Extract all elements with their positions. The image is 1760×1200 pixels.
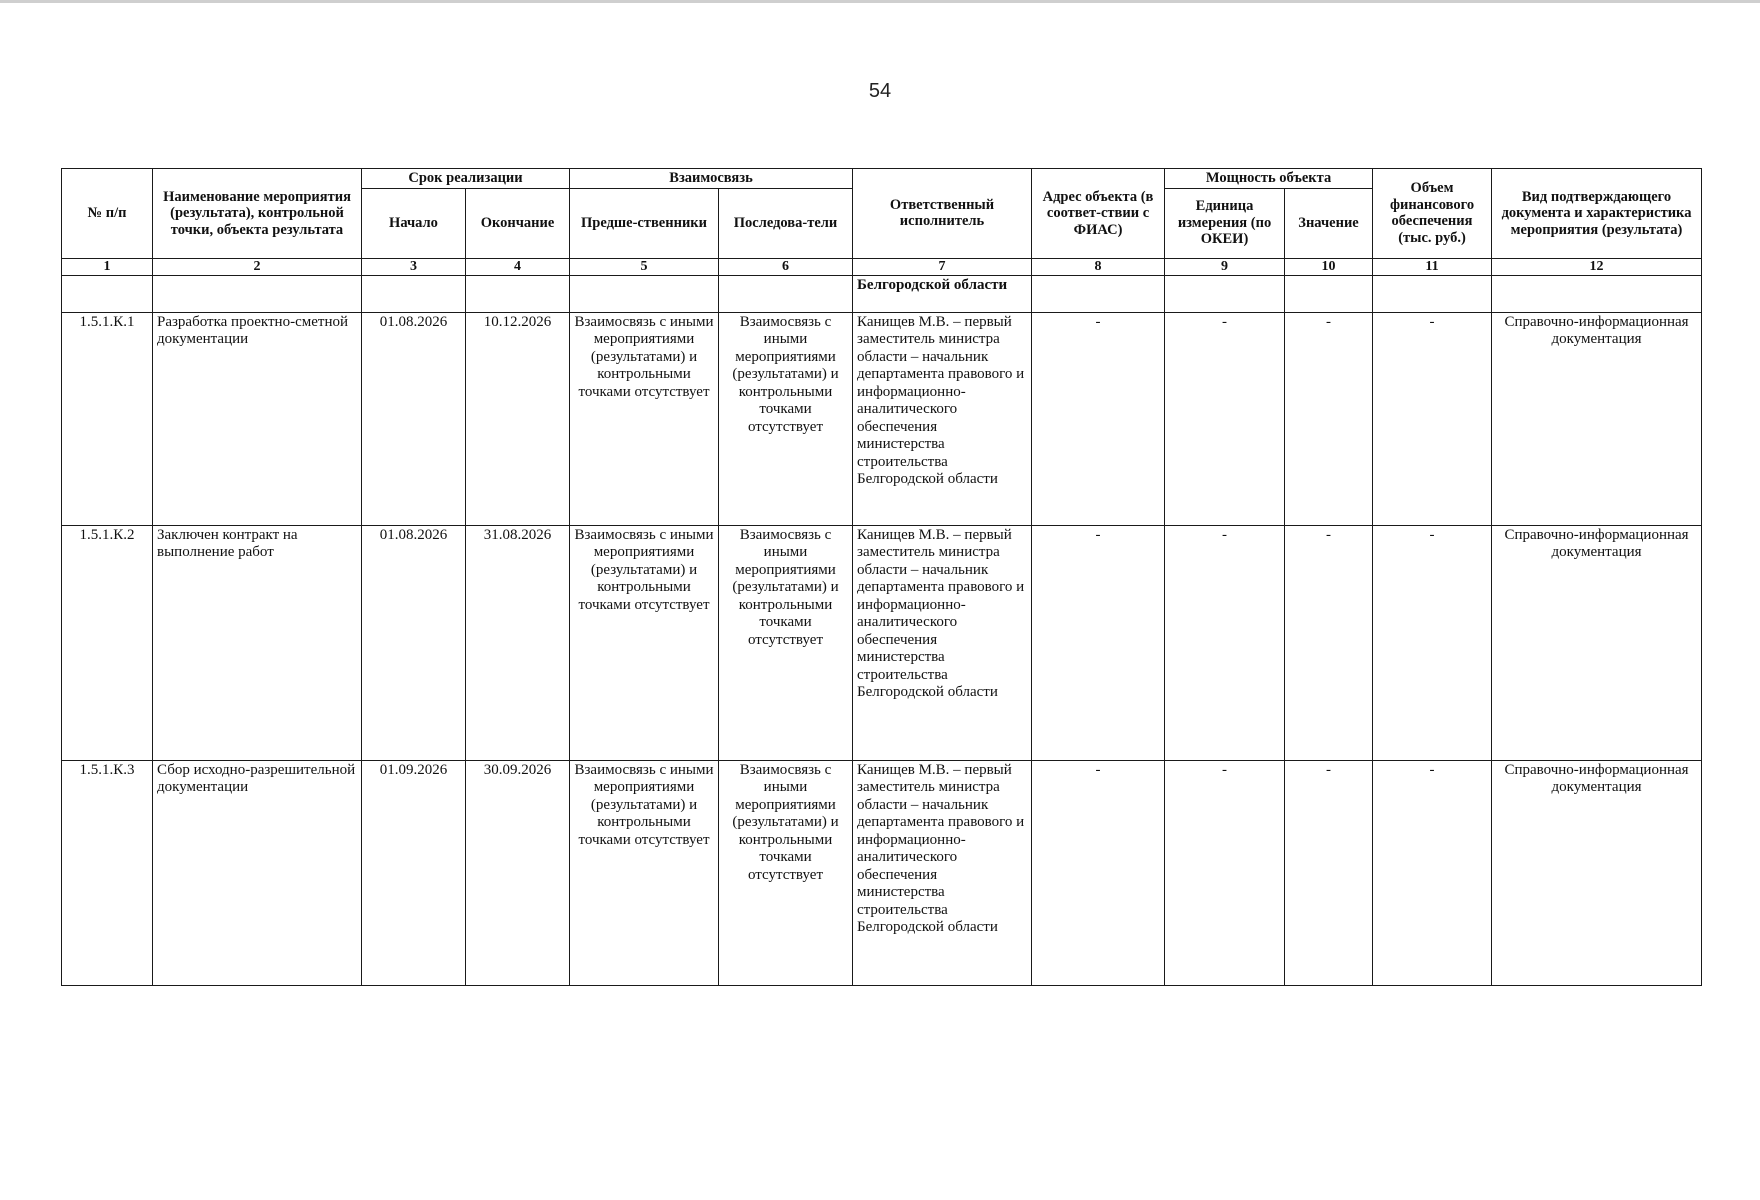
cell-unit: -	[1165, 760, 1285, 985]
cell-predecessors: Взаимосвязь с иными мероприятиями (результатами) и контрольными точками отсутствует	[570, 312, 719, 525]
cell-predecessors: Взаимосвязь с иными мероприятиями (результатами) и контрольными точками отсутствует	[570, 760, 719, 985]
header-address: Адрес объекта (в соответ-ствии с ФИАС)	[1032, 169, 1165, 259]
header-value: Значение	[1285, 188, 1373, 258]
cell-num: 1.5.1.К.2	[62, 525, 153, 760]
cell-predecessors: Взаимосвязь с иными мероприятиями (результатами) и контрольными точками отсутствует	[570, 525, 719, 760]
cell-value: -	[1285, 525, 1373, 760]
header-group-link: Взаимосвязь	[570, 169, 853, 189]
cell-empty	[466, 275, 570, 312]
cell-address: -	[1032, 312, 1165, 525]
column-number: 3	[362, 258, 466, 275]
header-successors: Последова-тели	[719, 188, 853, 258]
column-number: 4	[466, 258, 570, 275]
cell-empty	[1032, 275, 1165, 312]
cell-value: -	[1285, 312, 1373, 525]
cell-document: Справочно-информационная документация	[1492, 312, 1702, 525]
cell-successors: Взаимосвязь с иными мероприятиями (результатами) и контрольными точками отсутствует	[719, 760, 853, 985]
cell-unit: -	[1165, 312, 1285, 525]
cell-finance: -	[1373, 760, 1492, 985]
cell-end: 10.12.2026	[466, 312, 570, 525]
header-responsible: Ответственный исполнитель	[853, 169, 1032, 259]
column-number: 11	[1373, 258, 1492, 275]
cell-address: -	[1032, 525, 1165, 760]
plan-table	[61, 168, 1702, 986]
header-start: Начало	[362, 188, 466, 258]
header-name: Наименование мероприятия (результата), контрольной точки, объекта результата	[153, 169, 362, 259]
cell-value: -	[1285, 760, 1373, 985]
column-number: 2	[153, 258, 362, 275]
cell-document: Справочно-информационная документация	[1492, 760, 1702, 985]
cell-responsible: Канищев М.В. – первый заместитель министра области – начальник департамента правового и информационно-аналитического обеспечения министерства строительства Белгородской области	[853, 525, 1032, 760]
column-number: 12	[1492, 258, 1702, 275]
cell-finance: -	[1373, 312, 1492, 525]
column-number: 10	[1285, 258, 1373, 275]
header-group-power: Мощность объекта	[1165, 169, 1373, 189]
cell-successors: Взаимосвязь с иными мероприятиями (результатами) и контрольными точками отсутствует	[719, 312, 853, 525]
cell-responsible: Канищев М.В. – первый заместитель министра области – начальник департамента правового и информационно-аналитического обеспечения министерства строительства Белгородской области	[853, 312, 1032, 525]
cell-document: Справочно-информационная документация	[1492, 525, 1702, 760]
column-number: 9	[1165, 258, 1285, 275]
table-row	[62, 312, 1702, 525]
header-num: № п/п	[62, 169, 153, 259]
cell-num: 1.5.1.К.1	[62, 312, 153, 525]
header-document: Вид подтверждающего документа и характеристика мероприятия (результата)	[1492, 169, 1702, 259]
column-number: 1	[62, 258, 153, 275]
cell-name: Сбор исходно-разрешительной документации	[153, 760, 362, 985]
scan-top-edge	[0, 0, 1760, 3]
cell-end: 31.08.2026	[466, 525, 570, 760]
cell-name: Заключен контракт на выполнение работ	[153, 525, 362, 760]
header-group-term: Срок реализации	[362, 169, 570, 189]
header-end: Окончание	[466, 188, 570, 258]
column-number: 6	[719, 258, 853, 275]
cell-empty	[153, 275, 362, 312]
cell-start: 01.08.2026	[362, 312, 466, 525]
cell-unit: -	[1165, 525, 1285, 760]
header-unit: Единица измерения (по ОКЕИ)	[1165, 188, 1285, 258]
cell-responsible-continued: Белгородской области	[853, 275, 1032, 312]
cell-end: 30.09.2026	[466, 760, 570, 985]
header-predecessors: Предше-ственники	[570, 188, 719, 258]
cell-empty	[1492, 275, 1702, 312]
page-number: 54	[868, 80, 892, 102]
cell-empty	[1165, 275, 1285, 312]
cell-name: Разработка проектно-сметной документации	[153, 312, 362, 525]
column-number: 8	[1032, 258, 1165, 275]
cell-empty	[1373, 275, 1492, 312]
cell-successors: Взаимосвязь с иными мероприятиями (результатами) и контрольными точками отсутствует	[719, 525, 853, 760]
header-finance: Объем финансового обеспечения (тыс. руб.)	[1373, 169, 1492, 259]
table-row	[62, 525, 1702, 760]
column-number: 7	[853, 258, 1032, 275]
cell-start: 01.09.2026	[362, 760, 466, 985]
column-number: 5	[570, 258, 719, 275]
cell-finance: -	[1373, 525, 1492, 760]
table-row	[62, 760, 1702, 985]
cell-empty	[570, 275, 719, 312]
cell-empty	[1285, 275, 1373, 312]
cell-start: 01.08.2026	[362, 525, 466, 760]
cell-address: -	[1032, 760, 1165, 985]
cell-empty	[62, 275, 153, 312]
cell-responsible: Канищев М.В. – первый заместитель министра области – начальник департамента правового и информационно-аналитического обеспечения министерства строительства Белгородской области	[853, 760, 1032, 985]
continuation-row	[62, 275, 1702, 312]
cell-num: 1.5.1.К.3	[62, 760, 153, 985]
cell-empty	[719, 275, 853, 312]
cell-empty	[362, 275, 466, 312]
